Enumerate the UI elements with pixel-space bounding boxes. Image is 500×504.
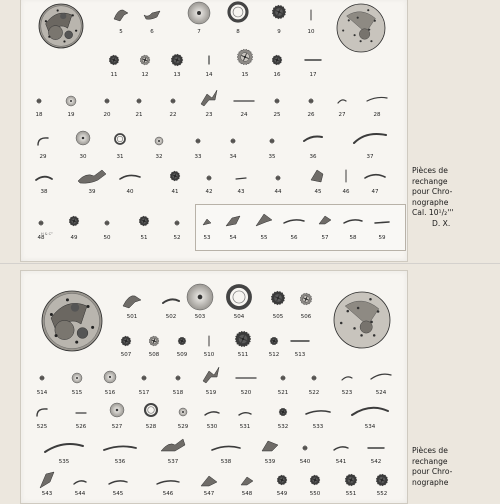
caption-bottom <box>412 446 492 488</box>
spring-part <box>119 173 141 181</box>
part-label-515: 515 <box>71 390 83 396</box>
part-label-533: 533 <box>312 424 324 430</box>
wheel-part <box>343 472 359 488</box>
part-label-508: 508 <box>148 352 160 358</box>
caption-line: nographe <box>412 197 449 207</box>
wheel-part <box>67 214 81 228</box>
lever-part <box>260 439 280 453</box>
spring-part <box>143 9 161 21</box>
spring-part <box>36 136 50 146</box>
wheel-part <box>169 52 185 68</box>
part-label-57: 57 <box>321 235 329 241</box>
lever-part <box>200 365 222 385</box>
caption-line: rechange <box>412 176 448 186</box>
bar-part <box>233 99 255 103</box>
part-label-529: 529 <box>177 424 189 430</box>
wheel-part <box>374 472 390 488</box>
part-label-56: 56 <box>290 235 298 241</box>
part-label-526: 526 <box>75 424 87 430</box>
wheel-part <box>235 47 255 67</box>
part-label-501: 501 <box>126 314 138 320</box>
part-label-28: 28 <box>373 112 381 118</box>
caption-top <box>412 166 492 230</box>
screw-part <box>104 220 110 226</box>
part-label-545: 545 <box>112 491 124 497</box>
spring-part <box>363 172 387 180</box>
part-label-14: 14 <box>205 72 213 78</box>
screw-part <box>136 98 142 104</box>
part-label-12: 12 <box>141 72 149 78</box>
spring-part <box>156 479 180 485</box>
disc-part <box>75 130 91 146</box>
wheel-part <box>233 329 253 349</box>
part-label-502: 502 <box>165 314 177 320</box>
wheel-part <box>270 53 284 67</box>
part-label-511: 511 <box>237 352 249 358</box>
spring-part <box>238 411 252 416</box>
part-label-504: 504 <box>233 314 245 320</box>
part-label-49: 49 <box>70 235 78 241</box>
caption-line: rechange <box>412 456 448 466</box>
screw-part <box>175 375 181 381</box>
screw-part <box>274 98 280 104</box>
spring-part <box>108 479 128 485</box>
part-label-50: 50 <box>103 235 111 241</box>
lever-part <box>121 292 143 310</box>
caption-line: D. X. <box>432 218 451 228</box>
hairspring-part <box>227 285 251 309</box>
part-label-10: 10 <box>307 29 315 35</box>
part-label-530: 530 <box>206 424 218 430</box>
disc-part <box>103 370 117 384</box>
disc-part <box>178 407 188 417</box>
lever-part <box>43 440 85 454</box>
part-label-509: 509 <box>176 352 188 358</box>
screw-part <box>36 98 42 104</box>
part-label-505: 505 <box>272 314 284 320</box>
part-label-35: 35 <box>268 154 276 160</box>
part-label-536: 536 <box>114 459 126 465</box>
part-label-20: 20 <box>103 112 111 118</box>
bar-part <box>235 176 247 181</box>
screw-part <box>141 375 147 381</box>
part-label-551: 551 <box>345 491 357 497</box>
part-label-510: 510 <box>203 352 215 358</box>
spring-part <box>73 479 87 485</box>
bar-part <box>374 220 390 225</box>
part-label-512: 512 <box>268 352 280 358</box>
wheel-part <box>275 473 289 487</box>
part-label-42: 42 <box>205 189 213 195</box>
lever-part <box>239 475 255 487</box>
part-label-47: 47 <box>371 189 379 195</box>
part-label-36: 36 <box>309 154 317 160</box>
part-label-519: 519 <box>205 390 217 396</box>
part-label-528: 528 <box>145 424 157 430</box>
screw-part <box>308 98 314 104</box>
bar-part <box>367 445 385 451</box>
part-label-503: 503 <box>194 314 206 320</box>
part-label-16: 16 <box>273 72 281 78</box>
part-label-55: 55 <box>260 235 268 241</box>
spring-part <box>305 409 331 415</box>
wheel-part <box>270 3 288 21</box>
part-label-46: 46 <box>342 189 350 195</box>
bar-part <box>75 411 87 415</box>
lever-part <box>34 174 54 182</box>
part-label-521: 521 <box>277 390 289 396</box>
part-label-543: 543 <box>41 491 53 497</box>
part-label-19: 19 <box>67 112 75 118</box>
part-label-547: 547 <box>203 491 215 497</box>
part-label-8: 8 <box>236 29 240 35</box>
part-label-45: 45 <box>314 189 322 195</box>
main-plate <box>336 3 386 53</box>
part-label-24: 24 <box>240 112 248 118</box>
part-label-59: 59 <box>378 235 386 241</box>
part-label-25: 25 <box>273 112 281 118</box>
screw-part <box>269 138 275 144</box>
part-label-43: 43 <box>237 189 245 195</box>
part-label-13: 13 <box>173 72 181 78</box>
part-label-7: 7 <box>197 29 201 35</box>
part-label-58: 58 <box>349 235 357 241</box>
spring-part <box>333 445 349 451</box>
chronograph-movement <box>38 3 84 49</box>
part-label-535: 535 <box>58 459 70 465</box>
arbor-part <box>309 9 313 21</box>
part-label-34: 34 <box>229 154 237 160</box>
spring-part <box>162 297 180 305</box>
part-label-520: 520 <box>240 390 252 396</box>
spring-part <box>343 218 363 224</box>
part-label-33: 33 <box>194 154 202 160</box>
part-label-513: 513 <box>294 352 306 358</box>
ring-part <box>144 403 158 417</box>
part-label-40: 40 <box>126 189 134 195</box>
part-label-29: 29 <box>39 154 47 160</box>
disc-part <box>186 283 214 311</box>
main-plate <box>333 291 391 349</box>
spring-part <box>352 131 388 145</box>
part-label-54: 54 <box>229 235 237 241</box>
part-label-31: 31 <box>116 154 124 160</box>
part-label-518: 518 <box>172 390 184 396</box>
caption-line: pour Chro- <box>412 467 453 477</box>
lever-part <box>36 470 58 490</box>
wheel-part <box>138 53 152 67</box>
part-label-18: 18 <box>35 112 43 118</box>
part-label-542: 542 <box>370 459 382 465</box>
lever-part <box>112 7 130 23</box>
caption-line: Pièces de <box>412 166 448 175</box>
lever-part <box>317 214 333 226</box>
pinion-part <box>205 55 213 65</box>
spring-part <box>35 407 49 417</box>
part-label-48: 48 <box>37 235 45 241</box>
wheel-part <box>137 214 151 228</box>
part-label-17: 17 <box>309 72 317 78</box>
disc-part <box>65 95 77 107</box>
screw-part <box>174 220 180 226</box>
screw-part <box>38 220 44 226</box>
part-label-23: 23 <box>205 112 213 118</box>
pin-part <box>304 58 322 62</box>
spring-part <box>366 96 388 102</box>
screw-part <box>206 175 212 181</box>
spring-part <box>341 375 353 381</box>
arbor-part <box>206 335 212 347</box>
caption-line: Cal. 10¹/₂''' <box>412 208 454 218</box>
lever-part <box>76 168 108 184</box>
lever-part <box>254 212 274 228</box>
part-label-517: 517 <box>138 390 150 396</box>
maker-mark: H & C° <box>41 232 53 236</box>
lever-part <box>199 474 219 488</box>
lever-part <box>309 166 327 184</box>
lever-part <box>198 88 220 108</box>
disc-part <box>154 136 164 146</box>
part-label-525: 525 <box>36 424 48 430</box>
part-label-540: 540 <box>299 459 311 465</box>
disc-part <box>187 1 211 25</box>
page-divider <box>0 263 500 264</box>
part-label-26: 26 <box>307 112 315 118</box>
part-label-538: 538 <box>220 459 232 465</box>
screw-part <box>230 138 236 144</box>
spring-part <box>337 98 347 104</box>
part-label-541: 541 <box>335 459 347 465</box>
part-label-549: 549 <box>276 491 288 497</box>
part-label-548: 548 <box>241 491 253 497</box>
part-label-544: 544 <box>74 491 86 497</box>
wheel-part <box>277 406 289 418</box>
screw-part <box>280 375 286 381</box>
screw-part <box>104 98 110 104</box>
spring-part <box>211 444 241 452</box>
part-label-534: 534 <box>364 424 376 430</box>
spring-part <box>350 403 390 417</box>
part-label-5: 5 <box>119 29 123 35</box>
part-label-532: 532 <box>277 424 289 430</box>
part-label-32: 32 <box>155 154 163 160</box>
wheel-part <box>308 473 322 487</box>
screw-part <box>39 375 45 381</box>
screw-part <box>275 175 281 181</box>
spring-part <box>103 444 137 452</box>
part-label-527: 527 <box>111 424 123 430</box>
screw-part <box>311 375 317 381</box>
part-label-537: 537 <box>167 459 179 465</box>
part-label-6: 6 <box>150 29 154 35</box>
part-label-9: 9 <box>277 29 281 35</box>
part-label-506: 506 <box>300 314 312 320</box>
wheel-part <box>268 335 280 347</box>
part-label-51: 51 <box>140 235 148 241</box>
chronograph-movement <box>41 290 103 352</box>
part-label-522: 522 <box>308 390 320 396</box>
screw-part <box>195 138 201 144</box>
part-label-22: 22 <box>169 112 177 118</box>
wheel-part <box>119 334 133 348</box>
lever-part <box>224 214 242 228</box>
lever-part <box>159 437 187 455</box>
wheel-part <box>168 169 182 183</box>
part-label-507: 507 <box>120 352 132 358</box>
wheel-part <box>107 53 121 67</box>
pin-part <box>290 339 310 343</box>
spring-part <box>370 372 392 380</box>
disc-part <box>109 402 125 418</box>
part-label-37: 37 <box>366 154 374 160</box>
part-label-44: 44 <box>274 189 282 195</box>
part-label-546: 546 <box>162 491 174 497</box>
screw-part <box>170 98 176 104</box>
ring-part <box>114 133 126 145</box>
wheel-part <box>147 334 161 348</box>
caption-line: pour Chro- <box>412 187 453 197</box>
wheel-part <box>176 335 188 347</box>
part-label-531: 531 <box>239 424 251 430</box>
lever-part <box>201 217 213 227</box>
part-label-27: 27 <box>338 112 346 118</box>
part-label-41: 41 <box>171 189 179 195</box>
part-label-30: 30 <box>79 154 87 160</box>
part-label-550: 550 <box>309 491 321 497</box>
wheel-part <box>298 291 314 307</box>
part-label-516: 516 <box>104 390 116 396</box>
part-label-52: 52 <box>173 235 181 241</box>
disc-part <box>71 372 83 384</box>
part-label-39: 39 <box>88 189 96 195</box>
part-label-552: 552 <box>376 491 388 497</box>
spring-part <box>204 410 220 416</box>
part-label-53: 53 <box>203 235 211 241</box>
bar-part <box>235 376 257 380</box>
part-label-524: 524 <box>375 390 387 396</box>
hairspring-part <box>228 2 248 22</box>
wheel-part <box>269 289 287 307</box>
part-label-21: 21 <box>135 112 143 118</box>
part-label-11: 11 <box>110 72 118 78</box>
arbor-part <box>343 169 349 183</box>
part-label-38: 38 <box>40 189 48 195</box>
spring-part <box>283 218 305 224</box>
lever-part <box>302 133 324 143</box>
part-label-15: 15 <box>241 72 249 78</box>
caption-line: Pièces de <box>412 446 448 455</box>
part-label-514: 514 <box>36 390 48 396</box>
screw-part <box>302 445 308 451</box>
part-label-523: 523 <box>341 390 353 396</box>
part-label-539: 539 <box>264 459 276 465</box>
caption-line: nographe <box>412 477 449 487</box>
